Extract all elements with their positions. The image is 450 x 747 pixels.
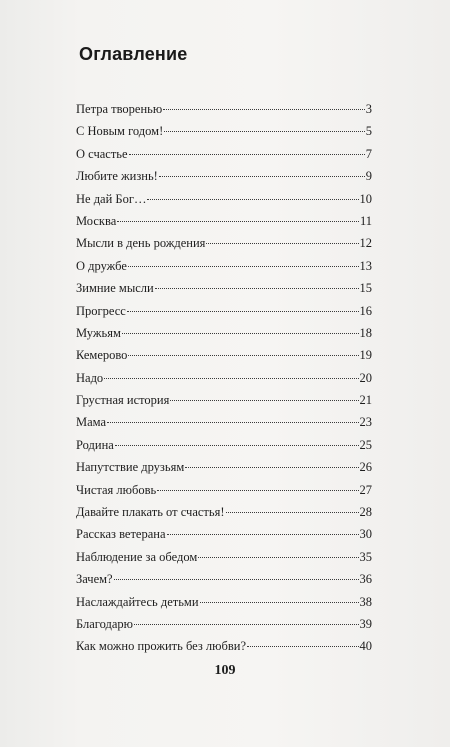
toc-entry-title: О дружбе bbox=[76, 258, 127, 273]
dot-leader bbox=[104, 378, 358, 379]
toc-entry-page: 11 bbox=[359, 213, 372, 228]
dot-leader bbox=[170, 400, 358, 401]
toc-entry-title: Кемерово bbox=[76, 348, 128, 363]
dot-leader bbox=[200, 602, 359, 603]
toc-entry-title: Наслаждайтесь детьми bbox=[76, 594, 199, 609]
table-of-contents bbox=[76, 98, 372, 658]
toc-entry bbox=[76, 546, 372, 568]
dot-leader bbox=[185, 467, 358, 468]
toc-entry bbox=[76, 143, 372, 165]
toc-entry bbox=[76, 277, 372, 299]
toc-entry-page: 35 bbox=[359, 549, 372, 564]
toc-entry-page: 26 bbox=[359, 460, 372, 475]
toc-entry-title: Грустная история bbox=[76, 393, 170, 408]
toc-entry-page: 12 bbox=[359, 236, 372, 251]
toc-entry-title: Надо bbox=[76, 370, 104, 385]
toc-entry bbox=[76, 165, 372, 187]
toc-entry-page: 20 bbox=[359, 370, 372, 385]
toc-entry-page: 15 bbox=[359, 281, 372, 296]
toc-entry bbox=[76, 300, 372, 322]
toc-entry bbox=[76, 367, 372, 389]
toc-entry-title: Напутствие друзьям bbox=[76, 460, 185, 475]
toc-entry-title: Зимние мысли bbox=[76, 281, 154, 296]
dot-leader bbox=[198, 557, 358, 558]
dot-leader bbox=[122, 333, 359, 334]
toc-entry-page: 38 bbox=[359, 594, 372, 609]
toc-entry bbox=[76, 255, 372, 277]
toc-entry-title: Мысли в день рождения bbox=[76, 236, 206, 251]
toc-entry bbox=[76, 591, 372, 613]
page-title: Оглавление bbox=[79, 44, 188, 64]
toc-entry bbox=[76, 98, 372, 120]
toc-entry-page: 5 bbox=[365, 124, 372, 139]
toc-entry bbox=[76, 210, 372, 232]
toc-entry bbox=[76, 479, 372, 501]
dot-leader bbox=[155, 288, 359, 289]
toc-entry bbox=[76, 411, 372, 433]
dot-leader bbox=[115, 445, 359, 446]
toc-entry-page: 3 bbox=[365, 102, 372, 116]
toc-entry-page: 13 bbox=[359, 258, 372, 273]
dot-leader bbox=[114, 579, 359, 580]
toc-entry-page: 23 bbox=[359, 415, 372, 430]
toc-entry-title: Мужьям bbox=[76, 325, 121, 340]
dot-leader bbox=[164, 131, 365, 132]
toc-entry-title: Не дай Бог… bbox=[76, 191, 147, 206]
dot-leader bbox=[147, 199, 358, 200]
toc-entry-page: 27 bbox=[359, 482, 372, 497]
toc-entry-title: Прогресс bbox=[76, 303, 126, 318]
dot-leader bbox=[129, 154, 365, 155]
toc-entry-title: Любите жизнь! bbox=[76, 169, 158, 184]
toc-entry-page: 9 bbox=[365, 169, 372, 184]
toc-entry-title: О счастье bbox=[76, 146, 128, 161]
dot-leader bbox=[247, 646, 359, 647]
toc-entry-title: Рассказ ветерана bbox=[76, 527, 166, 542]
toc-entry-title: Наблюдение за обедом bbox=[76, 549, 198, 564]
toc-entry-page: 28 bbox=[359, 505, 372, 520]
dot-leader bbox=[127, 311, 359, 312]
dot-leader bbox=[107, 422, 358, 423]
toc-entry bbox=[76, 501, 372, 523]
toc-entry bbox=[76, 523, 372, 545]
toc-entry-page: 21 bbox=[359, 393, 372, 408]
dot-leader bbox=[128, 266, 359, 267]
toc-entry-page: 39 bbox=[359, 616, 372, 631]
dot-leader bbox=[117, 221, 359, 222]
toc-entry bbox=[76, 613, 372, 635]
page-number: 109 bbox=[214, 663, 236, 678]
toc-entry-page: 10 bbox=[359, 191, 372, 206]
dot-leader bbox=[167, 534, 359, 535]
toc-entry bbox=[76, 322, 372, 344]
toc-entry-page: 36 bbox=[359, 572, 372, 587]
toc-entry bbox=[76, 188, 372, 210]
dot-leader bbox=[206, 243, 358, 244]
toc-entry-title: Зачем? bbox=[76, 572, 113, 587]
toc-entry bbox=[76, 434, 372, 456]
dot-leader bbox=[157, 490, 358, 491]
dot-leader bbox=[128, 355, 358, 356]
dot-leader bbox=[163, 109, 365, 110]
toc-entry-title: Чистая любовь bbox=[76, 482, 157, 497]
toc-entry-page: 7 bbox=[365, 146, 372, 161]
toc-entry-page: 16 bbox=[359, 303, 372, 318]
toc-entry bbox=[76, 344, 372, 366]
toc-entry-title: Петра творенью bbox=[76, 102, 163, 116]
toc-entry-page: 30 bbox=[359, 527, 372, 542]
dot-leader bbox=[159, 176, 365, 177]
toc-entry-title: Москва bbox=[76, 213, 117, 228]
toc-entry bbox=[76, 120, 372, 142]
toc-entry bbox=[76, 635, 372, 657]
toc-entry-title: С Новым годом! bbox=[76, 124, 164, 139]
toc-entry bbox=[76, 568, 372, 590]
toc-entry-title: Благодарю bbox=[76, 616, 134, 631]
toc-entry-page: 40 bbox=[359, 639, 372, 654]
toc-entry-title: Мама bbox=[76, 415, 107, 430]
toc-entry-title: Давайте плакать от счастья! bbox=[76, 505, 225, 520]
dot-leader bbox=[134, 624, 358, 625]
dot-leader bbox=[226, 512, 359, 513]
toc-entry-page: 25 bbox=[359, 437, 372, 452]
toc-entry bbox=[76, 389, 372, 411]
toc-entry-title: Родина bbox=[76, 437, 114, 452]
toc-entry-title: Как можно прожить без любви? bbox=[76, 639, 246, 654]
toc-entry-page: 19 bbox=[359, 348, 372, 363]
toc-entry-page: 18 bbox=[359, 325, 372, 340]
toc-entry bbox=[76, 232, 372, 254]
toc-entry bbox=[76, 456, 372, 478]
